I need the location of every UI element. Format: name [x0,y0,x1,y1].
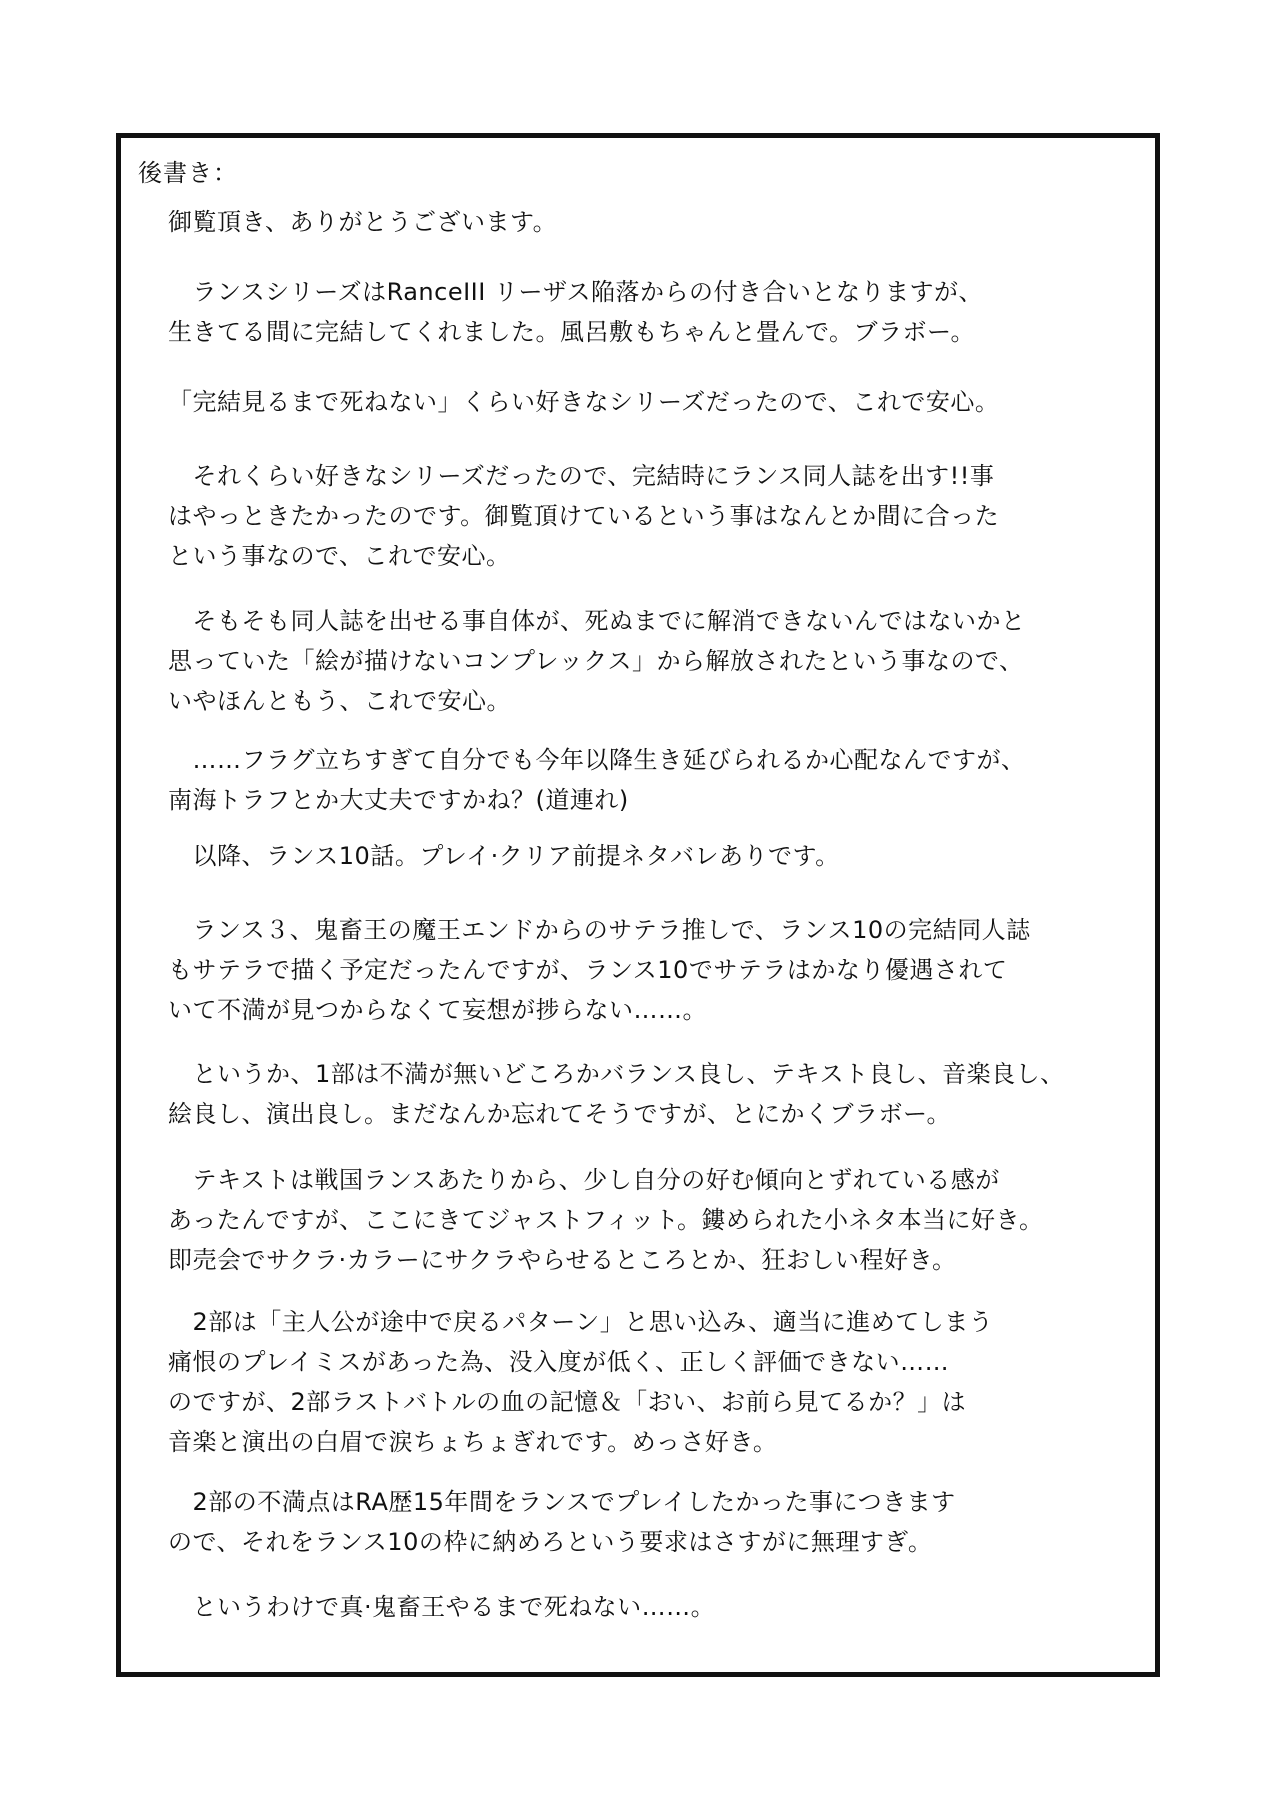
paragraph-closing: というわけで真·鬼畜王やるまで死ねない……。 [168,1593,716,1621]
paragraph-complex: そもそも同人誌を出せる事自体が、死ぬまでに解消できないんではないかと 思っていた「絵が描けないコンプレックス」から解放されたという事なので、 いやほんともう、これで安心。 [168,607,1026,715]
paragraph-doujinshi: それくらい好きなシリーズだったので、完結時にランス同人誌を出す!!事 はやっときたかったのです。御覧頂けているという事はなんとか間に合った という事なので、これで安心。 [168,462,1000,570]
paragraph-series-history: ランスシリーズはRanceIII リーザス陥落からの付き合いとなりますが、 生きてる間に完結してくれました。風呂敷もちゃんと畳んで。ブラボー。 [168,278,984,346]
paragraph-spoiler-notice: 以降、ランス10話。プレイ·クリア前提ネタバレありです。 [168,842,840,870]
paragraph-text: テキストは戦国ランスあたりから、少し自分の好む傾向とずれている感が あったんですが、ここにきてジャストフィット。鏤められた小ネタ本当に好き。 即売会でサクラ·カラーにサクラやらせるところとか、狂おしい程好き。 [168,1166,1044,1274]
paragraph-thanks: 御覧頂き、ありがとうございます。 [168,208,558,236]
paragraph-relief: 「完結見るまで死ねない」くらい好きなシリーズだったので、これで安心。 [168,388,1000,416]
paragraph-part2-complaint: 2部の不満点はRA歴15年間をランスでプレイしたかった事につきます ので、それをランス10の枠に納めろという要求はさすがに無理すぎ。 [168,1488,956,1556]
paragraph-satella: ランス３、鬼畜王の魔王エンドからのサテラ推しで、ランス10の完結同人誌 もサテラで描く予定だったんですが、ランス10でサテラはかなり優遇されて いて不満が見つからなくて妄想が捗らない……。 [168,916,1031,1024]
paragraph-part1: というか、1部は不満が無いどころかバランス良し、テキスト良し、音楽良し、 絵良し、演出良し。まだなんか忘れてそうですが、とにかくブラボー。 [168,1060,1065,1128]
afterword-heading: 後書き： [138,159,238,187]
paragraph-part2: 2部は「主人公が途中で戻るパターン」と思い込み、適当に進めてしまう 痛恨のプレイミスがあった為、没入度が低く、正しく評価できない…… のですが、2部ラストバトルの血の記憶＆「おい、お前ら見てるか？」は 音楽と演出の白眉で涙ちょちょぎれです。めっさ好き。 [168,1308,994,1456]
paragraph-flag: ……フラグ立ちすぎて自分でも今年以降生き延びられるか心配なんですが、 南海トラフとか大丈夫ですかね？(道連れ) [168,746,1026,814]
